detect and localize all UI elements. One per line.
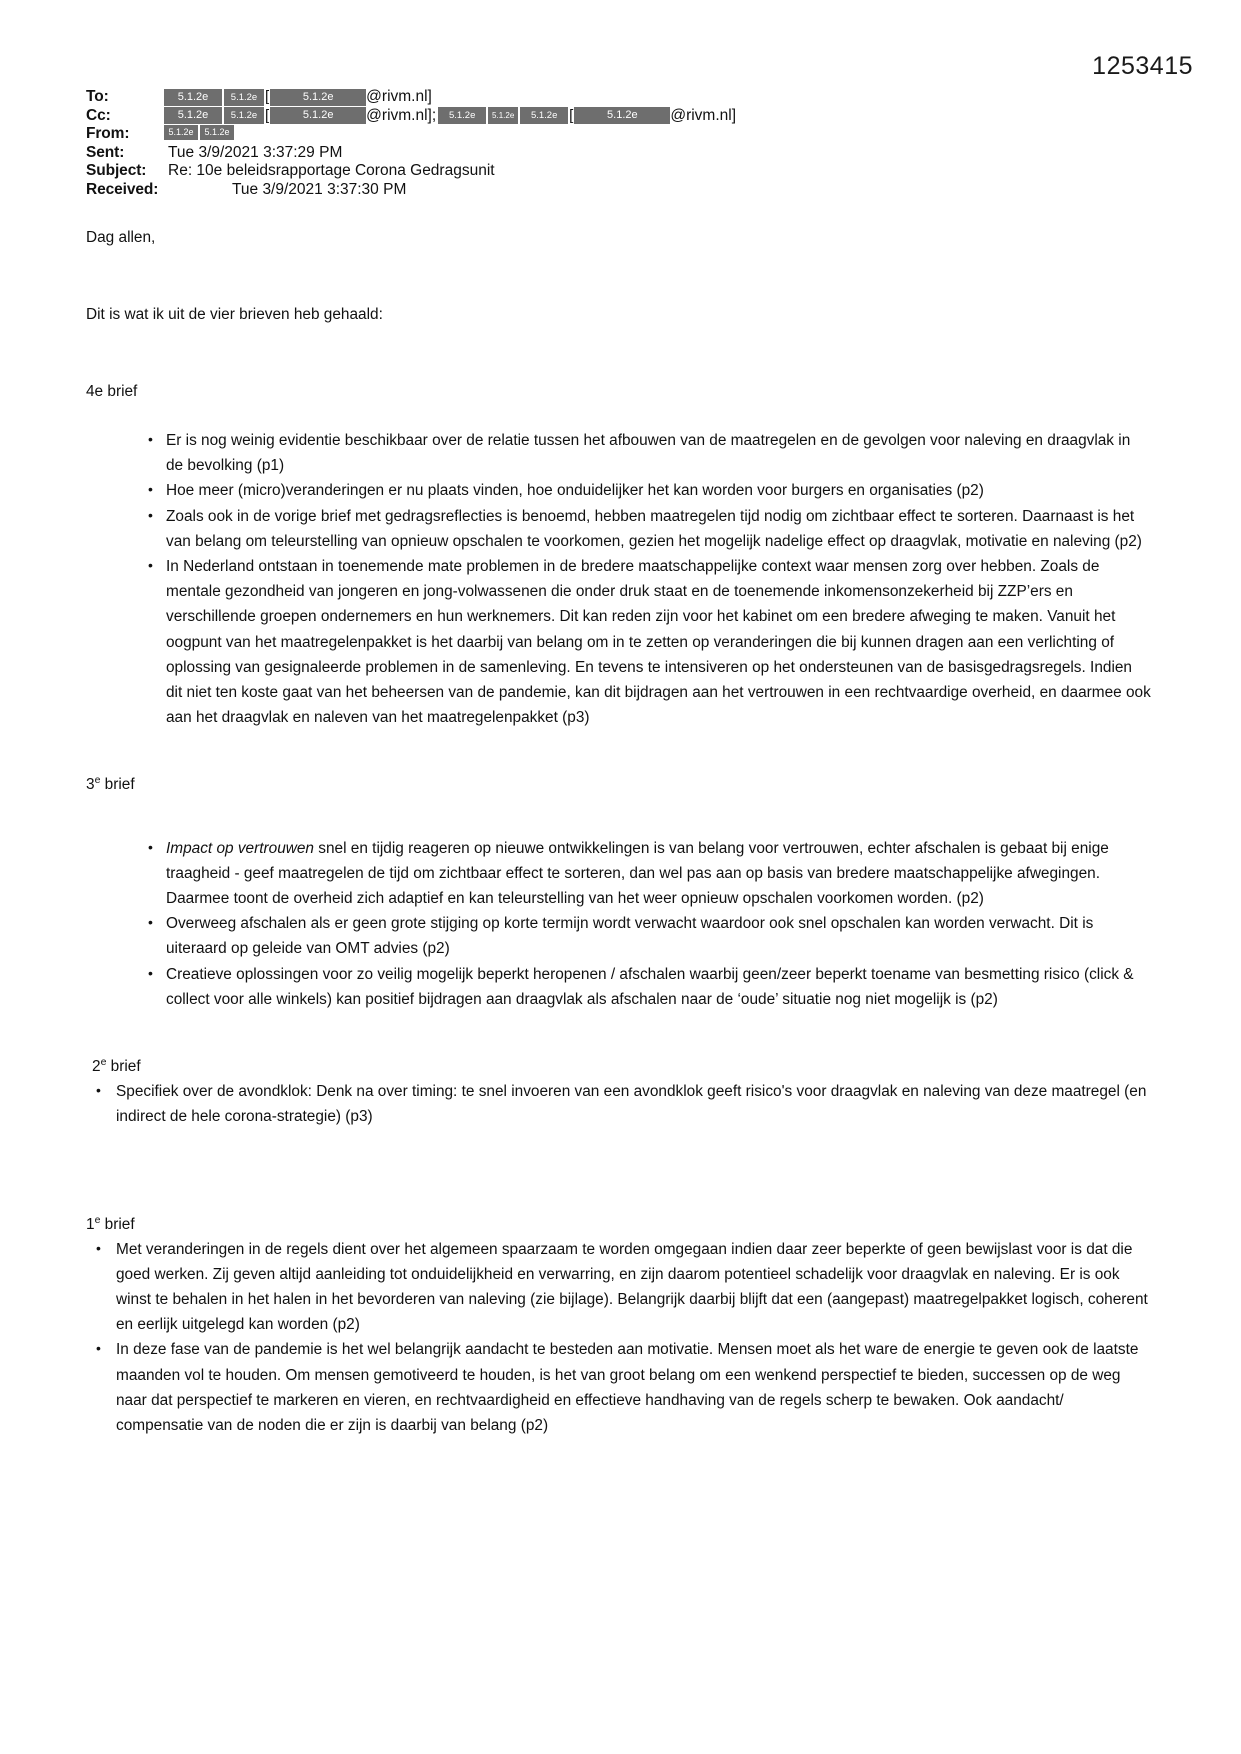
list-item-text: Hoe meer (micro)veranderingen er nu plaats vinden, hoe onduidelijker het kan worden voor burgers en organisaties (p2) (166, 482, 984, 500)
redaction-block: 5.1.2e (574, 107, 670, 124)
list-item (94, 1079, 1151, 1129)
list-item-text: In Nederland ontstaan in toenemende mate problemen in de bredere maatschappelijke context waar mensen zorg over hebben. Zoals de mentale gezondheid van jongeren en jong-volwassenen die onder druk staat en de toenemende inkomensonzekerheid bij ZZP’ers en verschillende groepen ondernemers en hun werknemers. Dit kan reden zijn voor het kabinet om een bredere afweging te maken. Vanuit het oogpunt van het maatregelenpakket is het daarbij van belang om in te zetten op veranderingen die bij kunnen dragen aan een verlichting of oplossing van gesignaleerde problemen in de samenleving. En tevens te intensiveren op het ondersteunen van de basisgedragsregels. Indien dit niet ten koste gaat van het beheersen van de pandemie, kan dit bijdragen aan het vertrouwen in een rechtvaardige overheid, en daarmee ook aan het draagvlak en naleven van het maatregelenpakket (p3) (166, 558, 1151, 727)
bracket-open: [ (265, 88, 270, 105)
section-heading-word: brief (100, 1215, 135, 1233)
list-item-emphasis: Impact op vertrouwen (166, 839, 314, 857)
bullet-list-brief-3 (86, 836, 1151, 1012)
email-header-row-cc (86, 107, 1166, 126)
email-header-row-sent (86, 144, 1166, 163)
section-heading-word: brief (100, 776, 135, 794)
list-item-text: snel en tijdig reageren op nieuwe ontwikkelingen is van belang voor vertrouwen, echter afschalen is gebaat bij enige traagheid - geef maatregelen de tijd om zichtbaar effect te sorteren, dan wel pas aan op basis van bredere maatschappelijke afwegingen. Daarmee toont de overheid zich adaptief en kan teleurstelling van het weer opnieuw opschalen voorkomen worden. (p2) (166, 839, 1109, 907)
redaction-block: 5.1.2e (164, 89, 222, 106)
list-item (148, 911, 1151, 961)
email-header-row-received (86, 181, 1166, 200)
cc-label: Cc: (86, 106, 111, 124)
redaction-block: 5.1.2e (224, 89, 264, 106)
list-item-text: Creatieve oplossingen voor zo veilig mogelijk beperkt heropenen / afschalen waarbij geen/zeer beperkt toename van besmetting risico (click & collect voor alle winkels) kan positief bijdragen aan draagvlak als afschalen naar de ‘oude’ situatie nog niet mogelijk is (p2) (166, 965, 1134, 1008)
list-item-text: In deze fase van de pandemie is het wel belangrijk aandacht te besteden aan motivatie. Mensen moet als het ware de energie te geven ook de laatste maanden vol te houden. Om mensen gemotiveerd te houden, is het van groot belang om een wenkend perspectief te bieden, successen op de weg naar dat perspectief te markeren en vieren, en rechtvaardigheid en effectieve handhaving van de regels scherp te bewaken. Ook aandacht/ compensatie van de noden die er zijn is daarbij van belang (p2) (116, 1341, 1139, 1435)
email-header (86, 88, 1166, 200)
list-item (148, 554, 1151, 730)
intro-text: Dit is wat ik uit de vier brieven heb gehaald: (86, 306, 383, 323)
section-heading-superscript: e (94, 1213, 101, 1226)
section-heading-brief-2 (92, 1050, 1151, 1079)
section-heading-word: brief (106, 1058, 141, 1076)
email-header-row-to (86, 88, 1166, 107)
email-header-row-subject (86, 162, 1166, 181)
cc-value (164, 107, 1166, 126)
section-heading-text: 4e brief (86, 383, 138, 400)
bracket-open: [ (265, 106, 270, 124)
list-item (148, 428, 1151, 478)
email-body (86, 225, 1151, 1438)
to-value (164, 88, 1166, 107)
list-item-text: Er is nog weinig evidentie beschikbaar over de relatie tussen het afbouwen van de maatregelen en de gevolgen voor naleving en draagvlak in de bevolking (p1) (166, 432, 1131, 475)
redaction-block: 5.1.2e (438, 107, 486, 124)
subject-value: Re: 10e beleidsrapportage Corona Gedragsunit (168, 162, 495, 180)
section-heading-number: 2 (92, 1058, 101, 1076)
bracket-open: [ (569, 106, 574, 124)
document-id: 1253415 (1092, 52, 1193, 80)
list-item (148, 836, 1151, 912)
bullet-list-brief-1 (86, 1237, 1151, 1439)
cc-domain-first: @rivm.nl]; (366, 106, 437, 124)
list-item (94, 1337, 1151, 1438)
section-heading-number: 3 (86, 776, 95, 794)
from-value (164, 125, 1166, 140)
bullet-list-brief-2 (86, 1079, 1151, 1129)
sent-label: Sent: (86, 143, 125, 161)
section-heading-brief-1 (86, 1208, 1151, 1237)
to-domain: @rivm.nl] (366, 88, 432, 105)
list-item-text: Met veranderingen in de regels dient over het algemeen spaarzaam te worden omgegaan indien daar zeer beperkte of geen bewijslast voor is dat die goed werken. Zij geven altijd aanleiding tot onduidelijkheid en verwarring, en zijn daarom potentieel schadelijk voor draagvlak en naleving. Er is ook winst te behalen in het halen in het bevorderen van naleving (zie bijlage). Belangrijk daarbij blijft dat een (aangepast) maatregelpakket logisch, coherent en eerlijk uitgelegd kan worden (p2) (116, 1240, 1148, 1334)
list-item (94, 1237, 1151, 1338)
greeting-text: Dag allen, (86, 229, 156, 246)
received-label: Received: (86, 180, 159, 198)
list-item-text: Overweeg afschalen als er geen grote stijging op korte termijn wordt verwacht waardoor ook snel opschalen kan worden verwacht. Dit is uiteraard op geleide van OMT advies (p2) (166, 915, 1094, 958)
redaction-block: 5.1.2e (164, 125, 198, 140)
cc-domain-second: @rivm.nl] (670, 106, 737, 124)
email-header-row-from (86, 125, 1166, 144)
sent-value: Tue 3/9/2021 3:37:29 PM (168, 143, 343, 161)
redaction-block: 5.1.2e (164, 107, 222, 124)
list-item (148, 504, 1151, 554)
redaction-block: 5.1.2e (224, 107, 264, 124)
list-item (148, 478, 1151, 503)
redaction-block: 5.1.2e (200, 125, 234, 140)
section-heading-number: 1 (86, 1215, 95, 1233)
list-item (148, 962, 1151, 1012)
redaction-block: 5.1.2e (270, 107, 366, 124)
redaction-block: 5.1.2e (270, 89, 366, 106)
redaction-block: 5.1.2e (520, 107, 568, 124)
bullet-list-brief-4 (86, 428, 1151, 730)
section-heading-superscript: e (94, 774, 101, 787)
from-label: From: (86, 125, 130, 143)
list-item-text: Specifiek over de avondklok: Denk na over timing: te snel invoeren van een avondklok geeft risico's voor draagvlak en naleving van deze maatregel (en indirect de hele corona-strategie) (p3) (116, 1083, 1147, 1126)
section-heading-superscript: e (100, 1055, 107, 1068)
received-value: Tue 3/9/2021 3:37:30 PM (232, 180, 407, 198)
list-item-text: Zoals ook in de vorige brief met gedragsreflecties is benoemd, hebben maatregelen tijd nodig om zichtbaar effect te sorteren. Daarnaast is het van belang om teleurstelling van opnieuw opschalen te voorkomen, gezien het mogelijk nadelige effect op draagvlak, motivatie en naleving (p2) (166, 507, 1142, 550)
redaction-block: 5.1.2e (488, 107, 518, 124)
section-heading-brief-3 (86, 768, 1151, 797)
to-label: To: (86, 88, 109, 105)
section-heading-brief-4 (86, 379, 1151, 404)
subject-label: Subject: (86, 162, 147, 180)
